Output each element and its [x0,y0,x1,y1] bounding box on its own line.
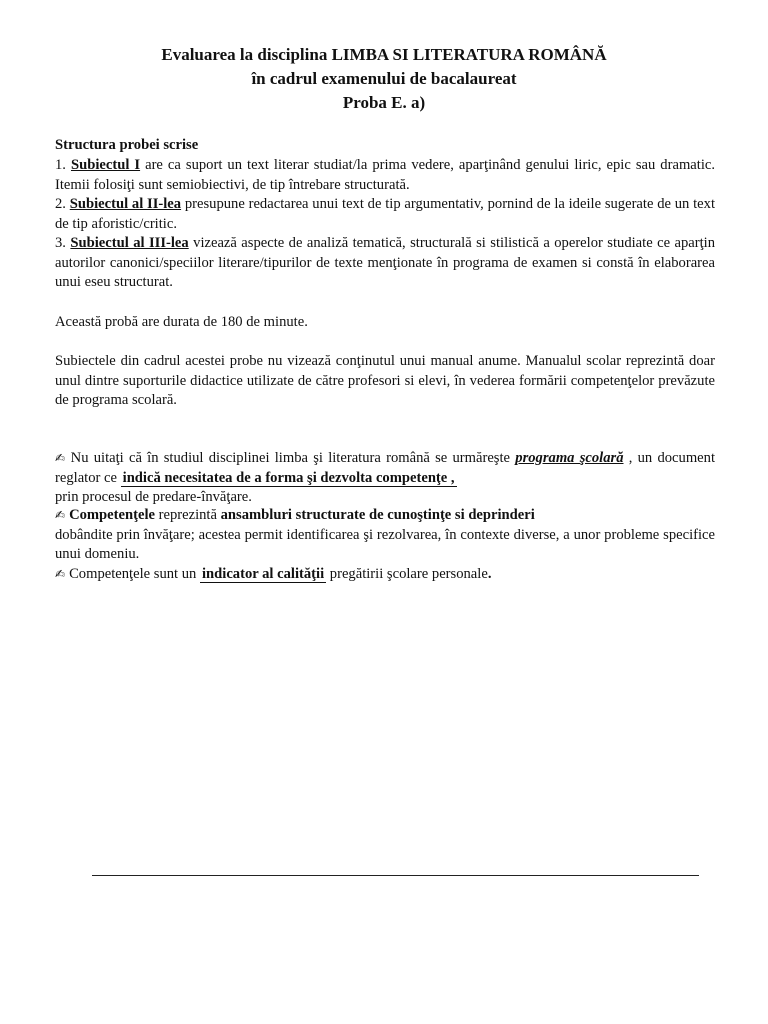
item-label: Subiectul al II-lea [69,196,182,212]
structure-item-2 [55,195,715,234]
item-text: are ca suport un text literar studiat/la prima vedere, aparţinând genului liric, epic sau dramatic. Itemii folosiţi sunt semiobiectivi, de tip întrebare structurată. [55,157,716,193]
writing-hand-icon: ✍ [55,567,66,581]
note-3-text-a: Competenţele sunt un [69,566,200,582]
structure-item-1 [55,156,715,195]
structure-item-3 [55,234,715,293]
item-number: 1. [55,157,66,173]
note-2-text-b: reprezintă [154,507,221,523]
note-1-fill-competente: indică necesitatea de a forma şi dezvolta competenţe , [122,469,455,486]
item-label: Subiectul I [70,157,141,173]
note-1-fill-programa: programa şcolară [515,450,624,466]
document-title-line3: Proba E. a) [342,93,426,112]
document-title-line1: Evaluarea la disciplina LIMBA SI LITERATURA ROMÂNĂ [161,45,607,64]
note-2-text-c: dobândite prin învăţare; acestea permit identificarea şi rezolvarea, în contexte diverse, a unor probleme specifice unui domeniu. [55,526,715,563]
writing-hand-icon: ✍ [55,508,66,522]
note-2 [55,506,715,565]
item-text: vizează aspecte de analiză tematică, structurală si stilistică a operelor studiate ce aparţin autorilor canonici/speciilor literare/tipurilor de texte menţionate în programa de examen si constă în elaborarea unui eseu structurat. [55,235,716,291]
note-3-end: . [487,566,492,582]
note-2-fill: ansambluri structurate de cunoştinţe si deprinderi [220,507,535,523]
note-1-text-c: prin procesul de predare-învăţare. [55,489,252,506]
section-heading: Structura probei scrise [55,137,199,153]
item-label: Subiectul al III-lea [70,235,189,251]
note-2-term: Competenţele [69,507,155,523]
writing-hand-icon: ✍ [55,451,67,465]
footer-rule [92,875,699,876]
document-title-line2: în cadrul examenului de bacalaureat [251,69,517,88]
item-number: 3. [55,235,66,251]
note-3-text-b: pregătirii şcolare personale [326,566,488,582]
item-number: 2. [55,196,66,212]
subjects-paragraph: Subiectele din cadrul acestei probe nu vizează conţinutul unui manual anume. Manualul scolar reprezintă doar unul dintre suporturile didactice utilizate de către profesori si elevi, în vederea formării competenţelor prevăzute de programa scolară. [55,353,715,409]
note-3-fill: indicator al calităţii [201,566,325,582]
note-1-text-a: Nu uitaţi că în studiul disciplinei limba şi literatura română se urmăreşte [70,450,511,466]
note-1 [55,449,715,508]
note-1-text-b: , un document reglator ce [55,450,716,486]
note-3 [55,565,715,585]
duration-paragraph: Această probă are durata de 180 de minute. [55,314,308,330]
item-text: presupune redactarea unui text de tip argumentativ, pornind de la ideile sugerate de un text de tip aforistic/critic. [55,196,715,232]
